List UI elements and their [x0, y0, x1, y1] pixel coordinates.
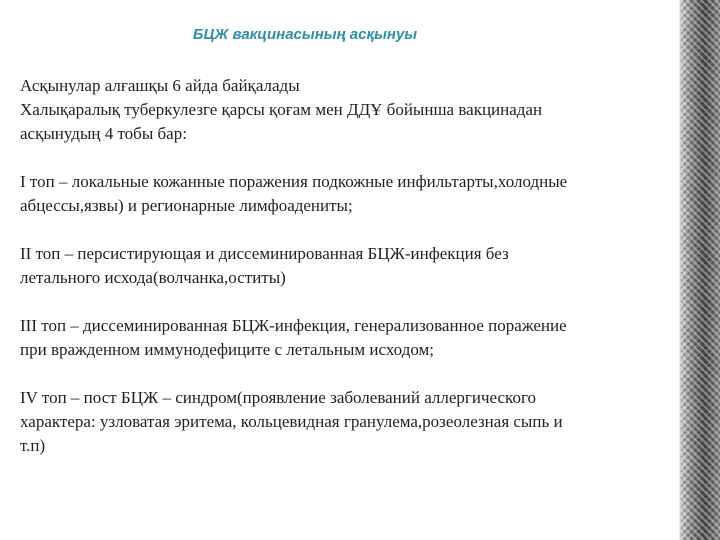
- group-4-line: IV топ – пост БЦЖ – синдром(проявление заболеваний аллергического: [20, 388, 536, 407]
- body-line: Халықаралық туберкулезге қарсы қоғам мен ДДҰ бойынша вакцинадан: [20, 100, 543, 119]
- group-2-line: летального исхода(волчанка,оститы): [20, 268, 286, 287]
- slide-title-text: БЦЖ вакцинасының асқынуы: [192, 26, 418, 43]
- group-4-line: т.п): [20, 436, 46, 455]
- blank-line: [20, 218, 675, 242]
- body-line: Асқынулар алғашқы 6 айда байқалады: [20, 76, 300, 95]
- group-2-line: II топ – персистирующая и диссеминированная БЦЖ-инфекция без: [20, 244, 509, 263]
- group-3-line: при вражденном иммунодефиците с летальным исходом;: [20, 340, 435, 359]
- blank-line: [20, 146, 675, 170]
- slide-title: [0, 26, 610, 43]
- group-1-line: абцессы,язвы) и регионарные лимфоадениты;: [20, 196, 353, 215]
- group-1-line: I топ – локальные кожанные поражения подкожные инфильтарты,холодные: [20, 172, 568, 191]
- blank-line: [20, 362, 675, 386]
- decorative-sidebar: [681, 0, 720, 540]
- blank-line: [20, 290, 675, 314]
- group-3-line: III топ – диссеминированная БЦЖ-инфекция, генерализованное поражение: [20, 316, 567, 335]
- slide-body: [20, 74, 675, 458]
- body-line: асқынудың 4 тобы бар:: [20, 124, 187, 143]
- group-4-line: характера: узловатая эритема, кольцевидная гранулема,розеолезная сыпь и: [20, 412, 563, 431]
